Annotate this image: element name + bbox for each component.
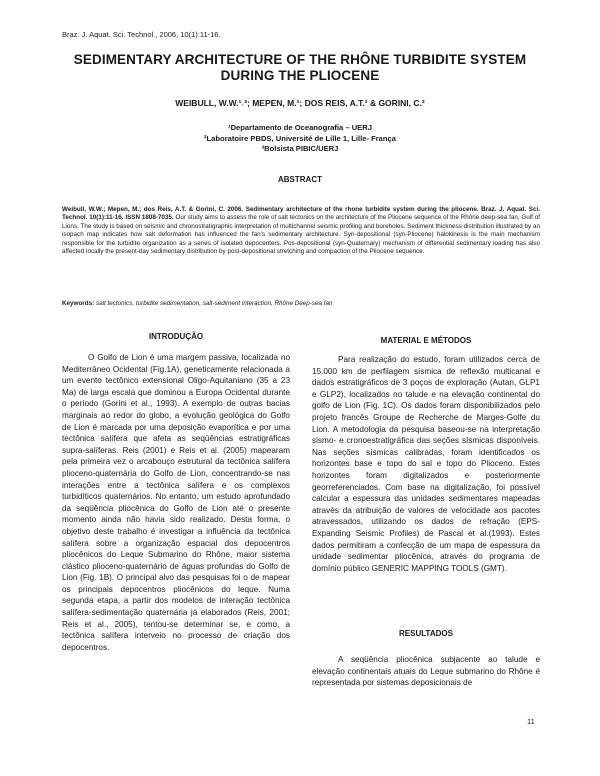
results-heading: RESULTADOS (399, 629, 453, 638)
results-column (312, 654, 540, 689)
methods-heading: MATERIAL E MÉTODOS (380, 336, 472, 345)
keywords-text: salt tectonics, turbidite sedimentation, salt-sediment interaction, Rhône Deep-sea fan (94, 300, 333, 307)
keywords-label: Keywords: (62, 300, 95, 307)
journal-reference: Braz. J. Aquat. Sci. Technol., 2006, 10(1):11-16. (62, 30, 221, 39)
intro-column (62, 352, 290, 653)
paper-title (40, 52, 560, 84)
abstract-heading: ABSTRACT (278, 175, 322, 184)
affiliations (40, 123, 560, 155)
methods-paragraph: Para realização do estudo, foram utilizados cerca de 15.000 km de perfilagem sísmica de reflexão multicanal e dados estratigráficos de 3 poços de exploração (Autan, GLP1 e GLP2), localizados no talude e na elevação continental do golfo de Lion (Fig. 1C). Os dados foram disponibilizados pelo projeto francês Groupe de Recherche de Marges-Golfe du Lion. A metodologia da pesquisa baseou-se na interpretação sismo- e cronoestratigráfica das seções sísmicas disponíveis. Nas seções sísmicas calibradas, foram identificados os horizontes base e topo do sal e topo do Plioceno. Estes horizontes foram digitalizados e posteriormente georreferenciados. Com base na digitalização, foi possível calcular a espessura das unidades sedimentares mapeadas através da atribuição de valores de velocidade aos pacotes atravessados, utilizando os dados de refração (EPS- Expanding Seismic Profiles) de Pascal et al.(1993). Estes dados permitiram a confecção de um mapa de espessura da unidade sedimentar pliocênica, através do programa de domínio público GENERIC MAPPING TOOLS (GMT). (312, 355, 540, 573)
keywords (62, 300, 540, 307)
abstract-citation: Weibull, W.W.; Mepen, M.; dos Reis, A.T. & Gorini, C. 2006. Sedimentary architecture of the rhone turbidite system during the pliocene. Braz. J. Aquat. Sci. Technol. 10(1):11-16. ISSN 1808-7035. (62, 206, 540, 222)
intro-paragraph: O Golfo de Lion é uma margem passiva, localizada no Mediterrâneo Ocidental (Fig.1A), geneticamente relacionada a um evento tectônico extensional Oligo-Aquitaniano (35 a 23 Ma) de larga escala que dominou a Europa Ocidental durante o período (Gorini et al., 1993). A exemplo de outras bacias marginais ao redor do globo, a evolução geológica do Golfo de Lion é marcada por uma deposição evaporítica e por uma tectônica salífera que afeta as seqüências estratigráficas supra-salíferas. Reis (2001) e Reis et al. (2005) mapearam pela primeira vez o arcabouço estrutural da tectônica salífera plioceno-quaternária do Golfo de Lion, concentrando-se nas interações entre a tectônica salífera e os complexos turbidíticos quaternários. No entanto, um estudo aprofundado da seqüência pliocênica do Golfo de Lion até o presente momento ainda não havia sido realizado. Desta forma, o objetivo deste trabalho é investigar a influência da tectônica salífera sobre a organização espacial dos depocentros pliocênicos do Leque Submarino do Rhône, maior sistema clástico plioceno-quaternário de águas profundas do Golfo de Lion (Fig. 1B). O principal alvo das pesquisas foi o de mapear os principais depocentros pliocênicos do leque. Numa segunda etapa, a partir dos modelos de interação tectônica salífera-sedimentação quaternária já elaborados (Reis, 2001; Reis et al., 2005), tentou-se determinar se, e como, a tectônica salífera interveio no processo de criação dos depocentros. (62, 353, 290, 652)
methods-column (312, 354, 540, 574)
title-line-2: DURING THE PLIOCENE (220, 68, 380, 83)
affiliation-3: ³Bolsista PIBIC/UERJ (261, 144, 339, 153)
affiliation-2: ²Laboratoire PBDS, Université de Lille 1, Lille- França (203, 133, 396, 143)
abstract-body: Our study aims to assess the role of salt tectonics on the architecture of the Pliocene sequence of the Rhône deep-sea fan, Gulf of Lions. The study is based on seismic and chronostratigraphic interpretation of multichannel seismic profiling and boreholes. Sediment thickness distribution illustrated by an isopach map indicates how salt deformation has influenced the fan's sedimentary architecture. Syn-depositional (syn-Pliocene) halokinesis is the main mechanism responsible for the turbidite organization as a series of isolated depocenters. Pos-depositional (syn-Quaternary) mechanism of differential sedimentary loading has also affected locally the present-day sedimentary distribution by post-depositional stretching and compaction of the Pliocene sequence. (62, 214, 540, 256)
results-paragraph: A seqüência pliocênica subjacente ao talude e elevação continentais atuais do Leque submarino do Rhône é representada por sistemas deposicionais de (312, 655, 540, 688)
affiliation-1: ¹Departamento de Oceanografia – UERJ (228, 123, 372, 132)
abstract-text (62, 206, 540, 256)
title-line-1: SEDIMENTARY ARCHITECTURE OF THE RHÔNE TURBIDITE SYSTEM (73, 52, 527, 67)
authors: WEIBULL, W.W.¹˒³; MEPEN, M.¹; DOS REIS, A.T.¹ & GORINI, C.² (175, 98, 425, 108)
page-number: 11 (527, 717, 535, 726)
intro-heading: INTRODUÇÃO (148, 332, 204, 341)
